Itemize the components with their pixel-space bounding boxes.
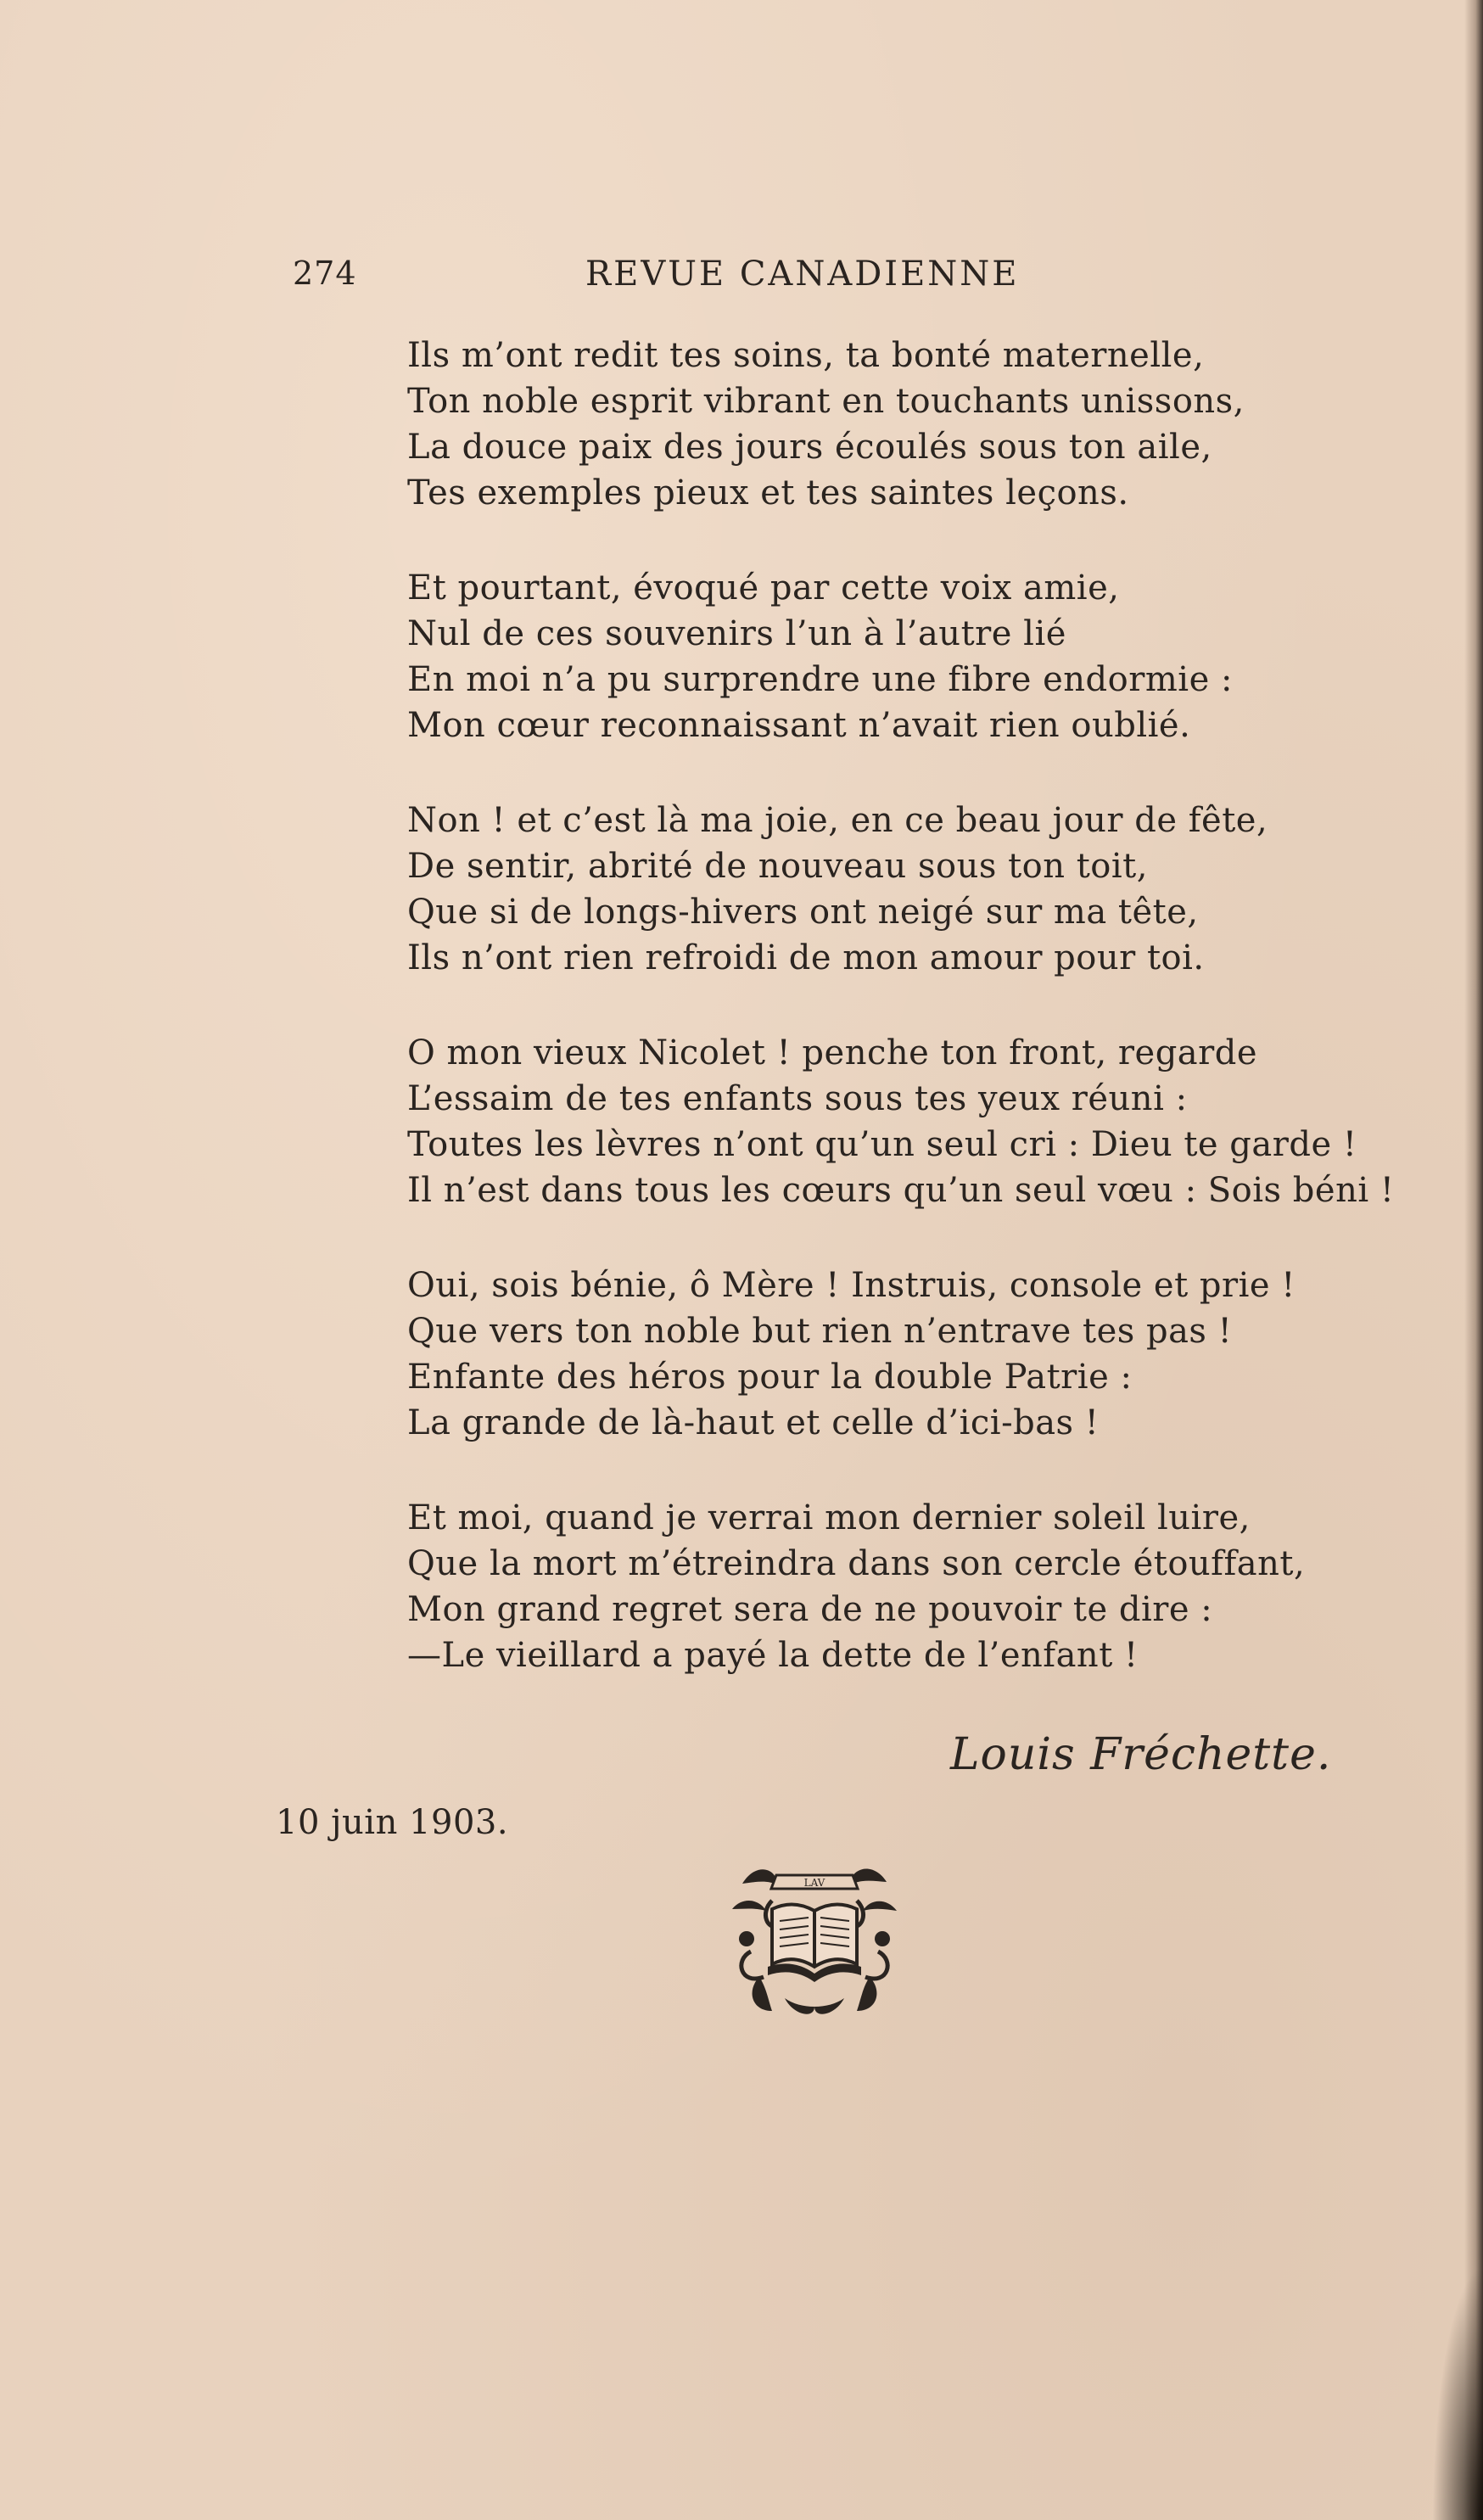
stanza-3 xyxy=(407,798,1383,981)
poem-line: Nul de ces souvenirs l’un à l’autre lié xyxy=(407,614,1066,653)
open-book-vignette-icon xyxy=(725,1850,904,2024)
stanza-6 xyxy=(407,1495,1383,1678)
poem-line: Que si de longs-hivers ont neigé sur ma tête, xyxy=(407,893,1199,932)
poem-line: Toutes les lèvres n’ont qu’un seul cri : Dieu te garde ! xyxy=(407,1125,1357,1164)
poem-line: En moi n’a pu surprendre une fibre endormie : xyxy=(407,660,1233,699)
poem-line: Non ! et c’est là ma joie, en ce beau jour de fête, xyxy=(407,801,1268,840)
stanza-5 xyxy=(407,1263,1383,1446)
date-line: 10 juin 1903. xyxy=(276,1803,509,1842)
poem-line: Et pourtant, évoqué par cette voix amie, xyxy=(407,568,1120,608)
poem-line: O mon vieux Nicolet ! penche ton front, regarde xyxy=(407,1033,1258,1072)
poem-line: Il n’est dans tous les cœurs qu’un seul vœu : Sois béni ! xyxy=(407,1171,1395,1210)
banner-text: LAV xyxy=(803,1877,825,1889)
poem-line: Mon cœur reconnaissant n’avait rien oublié. xyxy=(407,706,1191,745)
poem-line: Mon grand regret sera de ne pouvoir te dire : xyxy=(407,1590,1213,1629)
poem-line: La douce paix des jours écoulés sous ton aile, xyxy=(407,428,1212,467)
poem-line: Enfante des héros pour la double Patrie : xyxy=(407,1358,1133,1397)
poem-line: La grande de là-haut et celle d’ici-bas ! xyxy=(407,1403,1100,1442)
poem-line: Que la mort m’étreindra dans son cercle étouffant, xyxy=(407,1544,1306,1583)
poem-line: Ton noble esprit vibrant en touchants unissons, xyxy=(407,382,1245,421)
poem xyxy=(407,333,1395,1728)
poem-line: Ils n’ont rien refroidi de mon amour pour toi. xyxy=(407,938,1205,977)
poem-line: —Le vieillard a payé la dette de l’enfant ! xyxy=(407,1636,1139,1675)
page-number: 274 xyxy=(293,255,357,292)
poem-line: Et moi, quand je verrai mon dernier soleil luire, xyxy=(407,1498,1251,1537)
author-signature: Louis Fréchette. xyxy=(950,1729,1332,1780)
corner-shadow xyxy=(1432,2265,1483,2520)
page-edge-shadow xyxy=(1464,0,1483,2520)
stanza-2 xyxy=(407,565,1383,748)
poem-line: De sentir, abrité de nouveau sous ton toit, xyxy=(407,847,1148,886)
poem-line: L’essaim de tes enfants sous tes yeux réuni : xyxy=(407,1079,1188,1118)
poem-line: Que vers ton noble but rien n’entrave tes pas ! xyxy=(407,1312,1233,1351)
running-head: REVUE CANADIENNE xyxy=(585,255,1020,294)
poem-line: Oui, sois bénie, ô Mère ! Instruis, console et prie ! xyxy=(407,1266,1296,1305)
poem-line: Ils m’ont redit tes soins, ta bonté maternelle, xyxy=(407,336,1205,375)
stanza-1 xyxy=(407,333,1383,516)
poem-line: Tes exemples pieux et tes saintes leçons. xyxy=(407,473,1129,512)
stanza-4 xyxy=(407,1030,1395,1213)
